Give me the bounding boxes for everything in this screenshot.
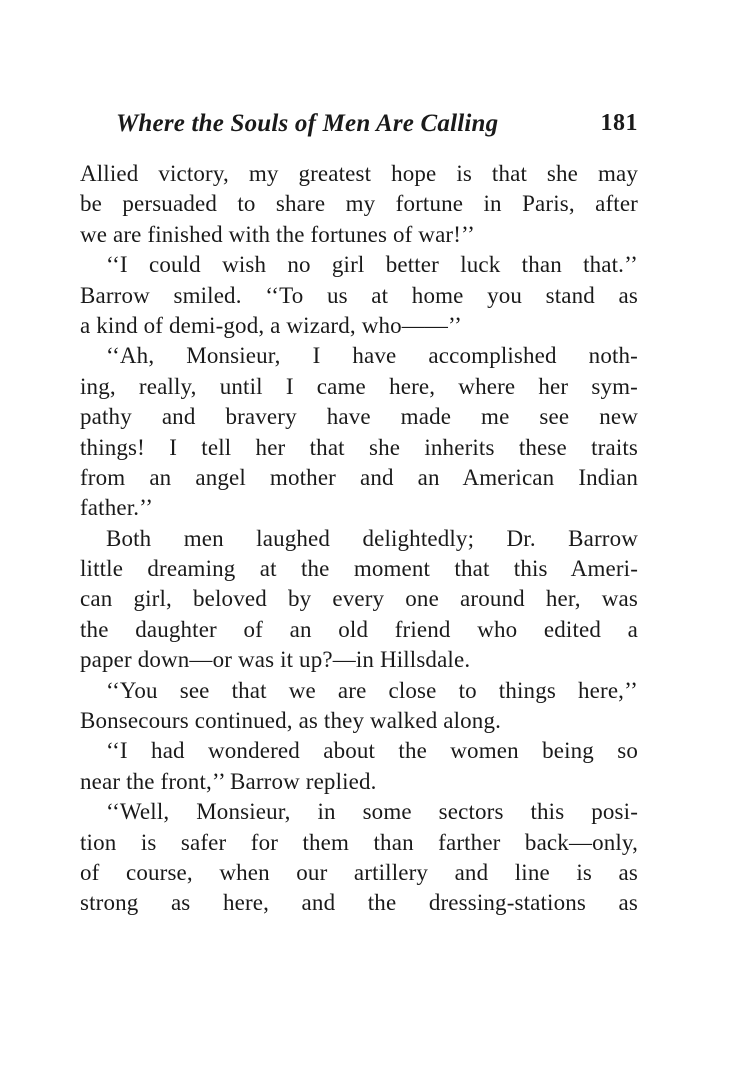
- text-line: Bonsecours continued, as they walked along.: [80, 708, 501, 734]
- text-line: little dreaming at the moment that this Ameri-: [80, 556, 638, 582]
- text-line: from an angel mother and an American Indian: [80, 464, 638, 490]
- text-line: be persuaded to share my fortune in Paris, after: [80, 191, 638, 217]
- text-line: we are finished with the fortunes of war!’’: [80, 221, 475, 247]
- text-line: strong as here, and the dressing-stations as: [80, 890, 638, 916]
- text-line: ing, really, until I came here, where her sym-: [80, 373, 638, 399]
- text-line: father.’’: [80, 495, 154, 521]
- text-line: things! I tell her that she inherits these traits: [80, 434, 638, 460]
- text-line: tion is safer for them than farther back—only,: [80, 829, 638, 855]
- text-line: ‘‘I had wondered about the women being so: [106, 738, 638, 764]
- text-line: pathy and bravery have made me see new: [80, 404, 638, 430]
- text-line: near the front,’’ Barrow replied.: [80, 768, 377, 794]
- running-head: [116, 110, 638, 150]
- body-text: [80, 159, 638, 919]
- text-line: can girl, beloved by every one around her, was: [80, 586, 638, 612]
- running-title: Where the Souls of Men Are Calling: [116, 110, 499, 137]
- text-line: Barrow smiled. ‘‘To us at home you stand as: [80, 282, 638, 308]
- text-line: paper down—or was it up?—in Hillsdale.: [80, 647, 471, 673]
- page-number: 181: [600, 110, 638, 136]
- text-line: the daughter of an old friend who edited a: [80, 616, 638, 642]
- text-line: ‘‘Well, Monsieur, in some sectors this posi-: [106, 799, 638, 825]
- text-line: Both men laughed delightedly; Dr. Barrow: [106, 525, 638, 551]
- text-line: ‘‘Ah, Monsieur, I have accomplished noth-: [106, 343, 638, 369]
- text-line: ‘‘You see that we are close to things here,’’: [106, 677, 638, 703]
- text-line: a kind of demi-god, a wizard, who——’’: [80, 312, 462, 338]
- text-line: ‘‘I could wish no girl better luck than that.’’: [106, 252, 638, 278]
- text-line: of course, when our artillery and line is as: [80, 859, 638, 885]
- text-line: Allied victory, my greatest hope is that she may: [80, 161, 638, 186]
